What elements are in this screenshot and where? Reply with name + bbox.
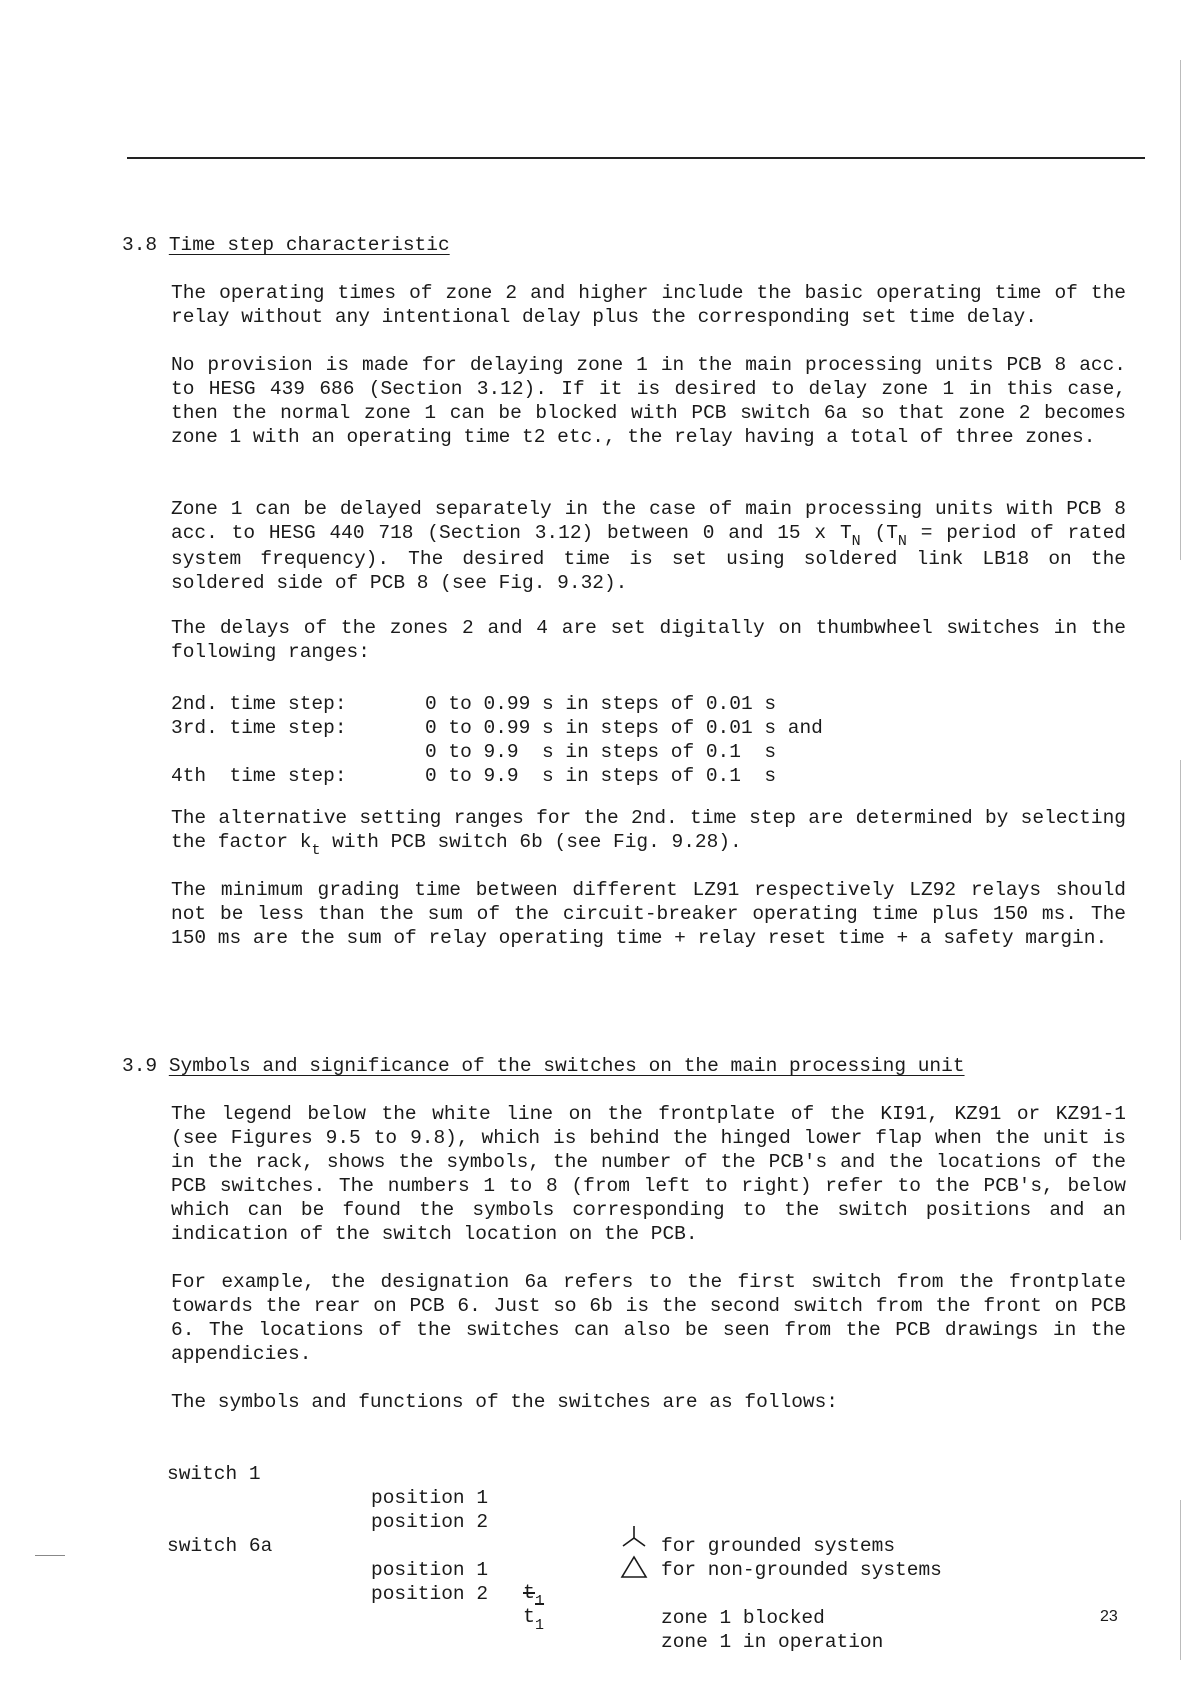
paragraph: The minimum grading time between different LZ91 respectively LZ92 relays should not be less than the sum of the circuit-breaker operating time plus 150 ms. The 150 ms are the sum of relay operating time + relay reset time + a safety margin. [171, 879, 1126, 949]
switch-symbol-table [167, 1438, 942, 1653]
paragraph: The legend below the white line on the frontplate of the KI91, KZ91 or KZ91-1 (see Figures 9.5 to 9.8), which is behind the hinged lower flap when the unit is in the rack, shows the symbols, the number of the PCB's and the locations of the PCB switches. The numbers 1 to 8 (from left to right) refer to the PCB's, below which can be found the symbols corresponding to the switch positions and an indication of the switch location on the PCB. [171, 1103, 1126, 1245]
range-label: 4th time step: [171, 765, 347, 787]
paragraph: The symbols and functions of the switches are as follows: [171, 1391, 839, 1413]
subscript: 1 [535, 1617, 545, 1634]
text-run: Zone 1 can be delayed separately in the case of main processing units with PCB 8 acc. to HESG 440 718 (Section 3.12) between 0 and 15 x T [171, 498, 1126, 544]
range-label: 3rd. time step: [171, 717, 347, 739]
switch-function: for grounded systems [661, 1535, 896, 1557]
switch-name: switch 6a [167, 1535, 273, 1557]
range-value: 0 to 9.9 s in steps of 0.1 s [425, 765, 777, 787]
t1-symbol-icon [523, 1606, 545, 1634]
switch-function: zone 1 blocked [661, 1607, 825, 1629]
switch-name: switch 1 [167, 1463, 261, 1485]
struck-t1-symbol-icon [523, 1582, 545, 1610]
range-label: 2nd. time step: [171, 693, 347, 715]
text-run: = period of rated system frequency). The desired time is set using soldered link LB18 on the soldered side of PCB 8 (see Fig. 9.32). [171, 522, 1126, 594]
section-3-8-heading [122, 233, 450, 257]
range-value: 0 to 0.99 s in steps of 0.01 s and [425, 717, 823, 739]
symbol-text: t [523, 1582, 536, 1605]
subscript: N [897, 533, 907, 550]
switch-position: position 1 [371, 1559, 489, 1581]
header-rule [127, 157, 1145, 159]
range-value: 0 to 0.99 s in steps of 0.01 s [425, 693, 777, 715]
section-number: 3.9 [122, 1055, 158, 1077]
symbol-text: t [523, 1606, 536, 1629]
margin-mark [35, 1555, 65, 1556]
page-number: 23 [1100, 1608, 1118, 1625]
section-title: Time step characteristic [168, 234, 450, 256]
text-run: with PCB switch 6b (see Fig. 9.28). [320, 831, 742, 853]
paragraph-with-subscripts [171, 806, 1126, 859]
paragraph: No provision is made for delaying zone 1 in the main processing units PCB 8 acc. to HESG 439 686 (Section 3.12). If it is desired to delay zone 1 in this case, then the normal zone 1 can be blocked with PCB switch 6a so that zone 2 becomes zone 1 with an operating time t2 etc., the relay having a total of three zones. [171, 354, 1126, 448]
paragraph: For example, the designation 6a refers to the first switch from the frontplate towards the rear on PCB 6. Just so 6b is the second switch from the front on PCB 6. The locations of the switches can also be seen from the PCB drawings in the appendicies. [171, 1271, 1126, 1365]
switch-function: for non-grounded systems [661, 1559, 942, 1581]
subscript: N [851, 533, 861, 550]
range-value: 0 to 9.9 s in steps of 0.1 s [425, 741, 777, 763]
paragraph-with-subscripts [171, 497, 1126, 595]
subscript: t [311, 842, 321, 859]
section-number: 3.8 [122, 234, 158, 256]
text-run: (T [860, 522, 898, 544]
switch-position: position 2 [371, 1511, 489, 1533]
scan-edge-mark [1180, 60, 1181, 560]
section-3-9-heading [122, 1054, 965, 1078]
switch-position: position 2 [371, 1583, 489, 1605]
scan-edge-mark [1180, 1500, 1181, 1660]
scan-edge-mark [1180, 760, 1181, 1240]
subscript: 1 [535, 1593, 545, 1610]
paragraph: The delays of the zones 2 and 4 are set digitally on thumbwheel switches in the following ranges: [171, 617, 1126, 663]
switch-function: zone 1 in operation [661, 1631, 884, 1653]
switch-position: position 1 [371, 1487, 489, 1509]
text-run: The alternative setting ranges for the 2nd. time step are determined by selecting the factor k [171, 807, 1126, 853]
paragraph: The operating times of zone 2 and higher include the basic operating time of the relay without any intentional delay plus the corresponding set time delay. [171, 282, 1126, 328]
section-title: Symbols and significance of the switches on the main processing unit [168, 1055, 965, 1077]
